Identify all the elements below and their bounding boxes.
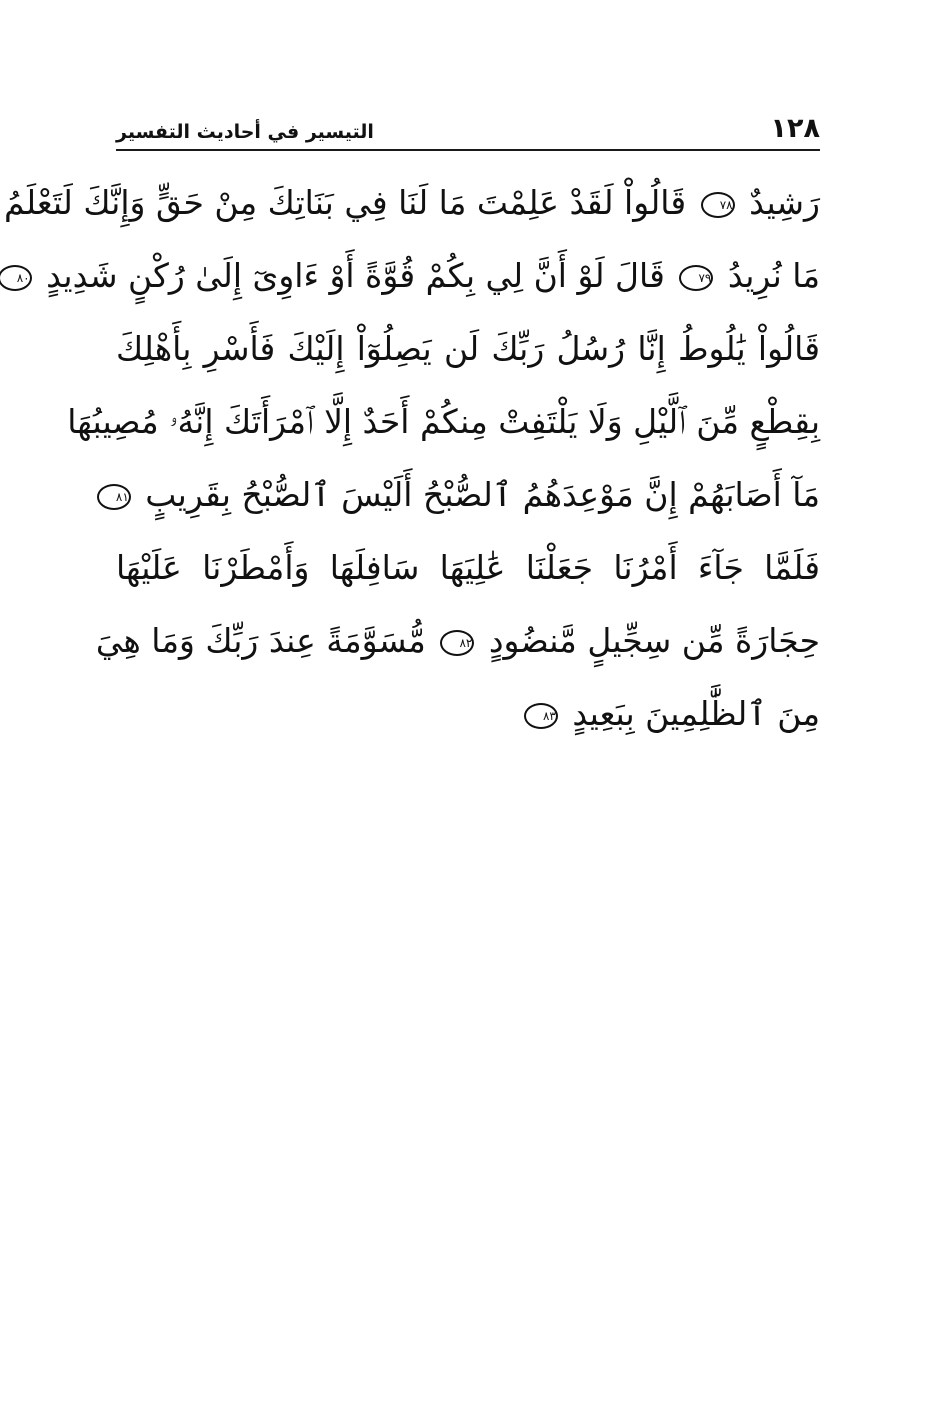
verse-text: مَآ أَصَابَهُمْ إِنَّ مَوْعِدَهُمُ ٱلصُّبْحُ أَلَيْسَ ٱلصُّبْحُ بِقَرِيبٍ	[145, 475, 820, 514]
ayah-number-marker: ٧٩	[679, 265, 713, 291]
quran-text-block	[4, 166, 820, 750]
verse-text: رَشِيدٌ	[749, 183, 820, 222]
ayah-number-marker: ٨١	[97, 484, 131, 510]
verse-text: مَا نُرِيدُ	[727, 256, 820, 295]
header-rule	[116, 149, 820, 151]
ayah-number-marker: ٨٠	[0, 265, 32, 291]
verse-line	[16, 239, 820, 312]
verse-text: مِنَ ٱلظَّٰلِمِينَ بِبَعِيدٍ	[572, 694, 820, 733]
verse-line	[116, 458, 820, 531]
ayah-number-marker: ٧٨	[701, 192, 735, 218]
verse-text: فَلَمَّا جَآءَ أَمْرُنَا جَعَلْنَا عَٰلِيَهَا سَافِلَهَا وَأَمْطَرْنَا عَلَيْهَا	[116, 548, 820, 587]
ayah-number-marker: ٨٣	[524, 703, 558, 729]
verse-text: قَالُواْ يَٰلُوطُ إِنَّا رُسُلُ رَبِّكَ لَن يَصِلُوٓاْ إِلَيْكَ فَأَسْرِ بِأَهْلِكَ	[116, 329, 820, 368]
verse-text: حِجَارَةً مِّن سِجِّيلٍ مَّنضُودٍ	[488, 621, 820, 660]
verse-line	[95, 604, 820, 677]
running-header	[116, 112, 820, 152]
verse-text: قَالَ لَوْ أَنَّ لِي بِكُمْ قُوَّةً أَوْ ءَاوِىٓ إِلَىٰ رُكْنٍ شَدِيدٍ	[46, 256, 665, 295]
verse-line	[116, 531, 820, 604]
verse-line	[116, 677, 820, 750]
ayah-number-marker: ٨٢	[440, 630, 474, 656]
verse-line	[116, 312, 820, 385]
verse-line	[67, 385, 820, 458]
verse-text: مُّسَوَّمَةً عِندَ رَبِّكَ وَمَا هِيَ	[95, 621, 426, 660]
page-number: ١٢٨	[770, 113, 820, 144]
book-title: التيسير في أحاديث التفسير	[116, 121, 374, 143]
verse-text: بِقِطْعٍ مِّنَ ٱلَّيْلِ وَلَا يَلْتَفِتْ مِنكُمْ أَحَدٌ إِلَّا ٱمْرَأَتَكَ إِنَّهُۥ مُصِيبُهَا	[67, 402, 820, 441]
verse-text: قَالُواْ لَقَدْ عَلِمْتَ مَا لَنَا فِي بَنَاتِكَ مِنْ حَقٍّ وَإِنَّكَ لَتَعْلَمُ	[4, 183, 687, 222]
verse-line	[4, 166, 820, 239]
